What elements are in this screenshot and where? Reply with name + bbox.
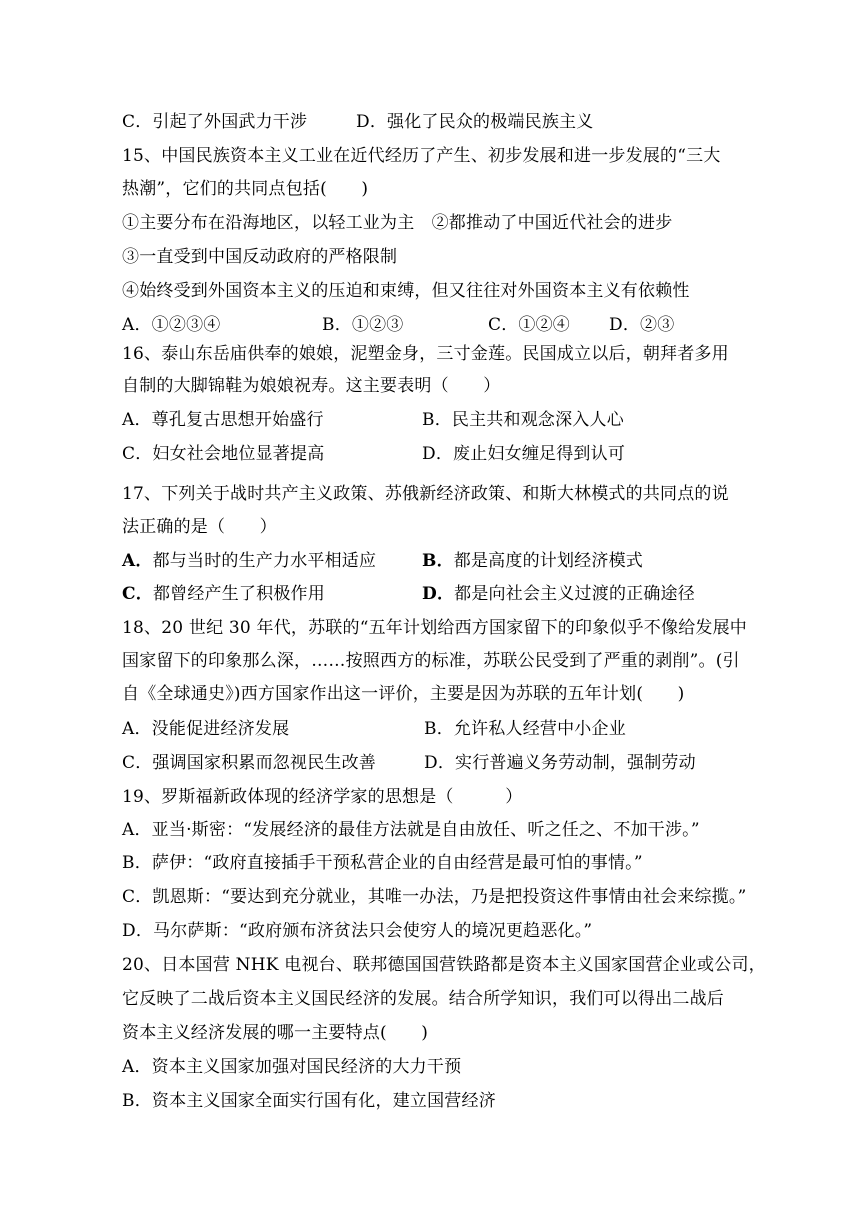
q17-option-b-letter: B． <box>422 551 454 571</box>
q15-item-3: ③一直受到中国反动政府的严格限制 <box>122 247 398 267</box>
q17-option-a <box>122 551 376 571</box>
q15-stem-line-2: 热潮”，它们的共同点包括( ) <box>122 179 369 199</box>
q18-option-c: C．强调国家积累而忽视民生改善 <box>122 753 377 773</box>
q16-option-a: A．尊孔复古思想开始盛行 <box>122 410 324 430</box>
q14-option-d: D．强化了民众的极端民族主义 <box>356 112 594 132</box>
q18-stem-line-3: 自《全球通史》)西方国家作出这一评价，主要是因为苏联的五年计划( ) <box>122 684 685 704</box>
q16-stem-line-2: 自制的大脚锦鞋为娘娘祝寿。这主要表明（ ） <box>122 376 501 396</box>
q17-option-a-letter: A． <box>122 551 153 571</box>
q19-option-b: B．萨伊：“政府直接插手干预私营企业的自由经营是最可怕的事情。” <box>122 853 643 873</box>
q17-option-d <box>422 584 695 604</box>
q17-option-b-text: 都是高度的计划经济模式 <box>453 551 643 571</box>
q17-stem-line-2: 法正确的是（ ） <box>122 517 277 537</box>
q20-stem-line-1: 20、日本国营 NHK 电视台、联邦德国国营铁路都是资本主义国家国营企业或公司， <box>122 955 766 975</box>
q18-stem-line-1: 18、20 世纪 30 年代，苏联的“五年计划给西方国家留下的印象似乎不像给发展中 <box>122 618 747 638</box>
q20-option-b: B．资本主义国家全面实行国有化，建立国营经济 <box>122 1091 496 1111</box>
q20-stem-line-3: 资本主义经济发展的哪一主要特点( ) <box>122 1023 429 1043</box>
q17-option-d-letter: D． <box>422 584 455 604</box>
q20-stem-line-2: 它反映了二战后资本主义国民经济的发展。结合所学知识，我们可以得出二战后 <box>122 989 724 1009</box>
q15-stem-line-1: 15、中国民族资本主义工业在近代经历了产生、初步发展和进一步发展的“三大 <box>122 146 721 166</box>
q18-option-a: A．没能促进经济发展 <box>122 719 290 739</box>
q17-option-a-text: 都与当时的生产力水平相适应 <box>152 551 377 571</box>
q16-stem-line-1: 16、泰山东岳庙供奉的娘娘，泥塑金身，三寸金莲。民国成立以后，朝拜者多用 <box>122 344 729 364</box>
q17-option-d-text: 都是向社会主义过渡的正确途径 <box>454 584 695 604</box>
q17-option-c-text: 都曾经产生了积极作用 <box>152 584 325 604</box>
q15-option-d: D．②③ <box>609 315 675 335</box>
q19-option-a: A．亚当·斯密：“发展经济的最佳方法就是自由放任、听之任之、不加干涉。” <box>122 820 700 840</box>
q15-option-b: B．①②③ <box>322 315 404 335</box>
q19-option-c: C．凯恩斯：“要达到充分就业，其唯一办法，乃是把投资这件事情由社会来综揽。” <box>122 887 747 907</box>
q16-option-c: C．妇女社会地位显著提高 <box>122 444 325 464</box>
q20-option-a: A．资本主义国家加强对国民经济的大力干预 <box>122 1057 462 1077</box>
q17-option-c <box>122 584 325 604</box>
q17-stem-line-1: 17、下列关于战时共产主义政策、苏俄新经济政策、和斯大林模式的共同点的说 <box>122 484 729 504</box>
q15-option-a: A．①②③④ <box>122 315 221 335</box>
q17-option-c-letter: C． <box>122 584 153 604</box>
q15-option-c: C．①②④ <box>488 315 571 335</box>
q16-option-d: D．废止妇女缠足得到认可 <box>422 444 626 464</box>
q18-stem-line-2: 国家留下的印象那么深，……按照西方的标准，苏联公民受到了严重的剥削”。(引 <box>122 651 740 671</box>
q15-item-1-2: ①主要分布在沿海地区，以轻工业为主 ②都推动了中国近代社会的进步 <box>122 213 673 233</box>
q14-option-c: C．引起了外国武力干涉 <box>122 112 308 132</box>
q15-item-4: ④始终受到外国资本主义的压迫和束缚，但又往往对外国资本主义有依赖性 <box>122 281 690 301</box>
q17-option-b <box>422 551 643 571</box>
q18-option-b: B．允许私人经营中小企业 <box>424 719 626 739</box>
q19-stem: 19、罗斯福新政体现的经济学家的思想是（ ） <box>122 787 523 807</box>
q19-option-d: D．马尔萨斯：“政府颁布济贫法只会使穷人的境况更趋恶化。” <box>122 921 593 941</box>
q18-option-d: D．实行普遍义务劳动制，强制劳动 <box>424 753 696 773</box>
q16-option-b: B．民主共和观念深入人心 <box>422 410 624 430</box>
